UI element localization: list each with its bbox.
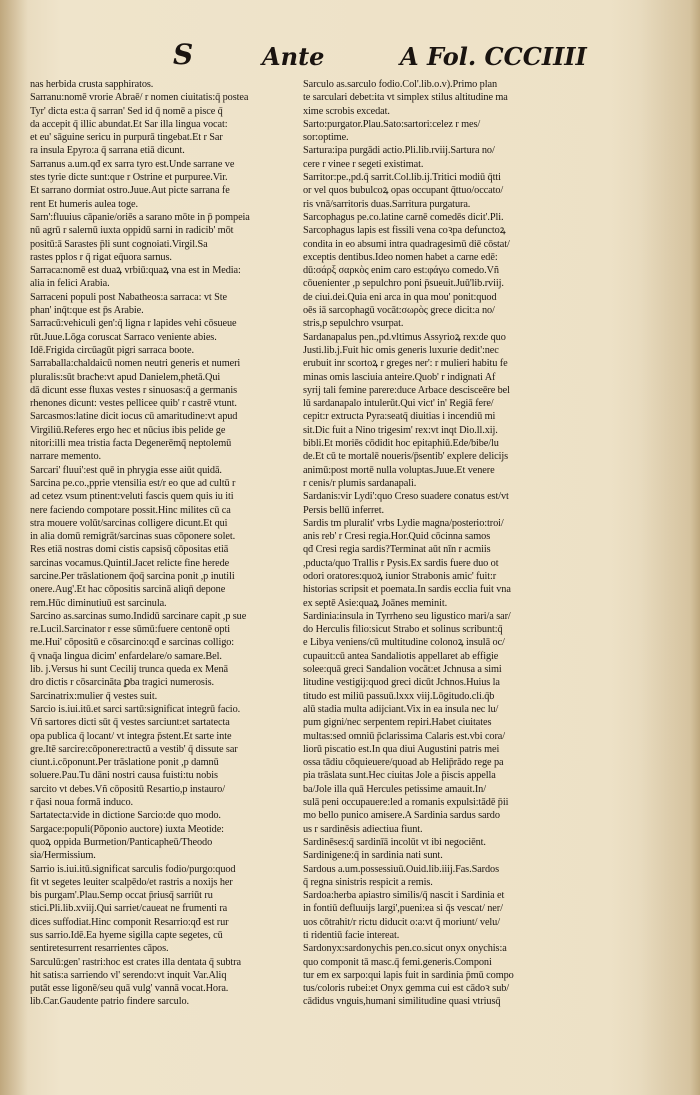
text-line: ,pducta/quo Trallis r Pysis.Ex sardis fuere duo ot [303,557,499,569]
text-line: Sarcina pe.co.,pprie vtensilia est/r eo que ad cultū r [30,477,236,489]
text-line: historias scripsit et poemata.In sardis ecclia fuit vna [303,584,511,596]
text-line: Sarculo as.sarculo fodio.Col'.lib.o.v).Primo plan [303,79,497,90]
text-line: Justi.lib.j.Fuit hic omis generis luxurie dedit':nec [303,344,499,356]
right-text-column [303,78,565,1009]
text-line: sit.Dic fuit a Nino trigesim' rex:vt inqt Dio.ll.xij. [303,424,498,436]
text-line: xime scrobis excedat. [303,105,390,117]
text-line: litudine vestigij:quod greci dicūt Jchnos.Huius la [303,677,500,689]
text-line: Sarcino as.sarcinas sumo.Indidū sarcinare capit ,p sue [30,610,247,622]
text-line: Sarranus a.um.qđ ex sarra tyro est.Unde sarrane ve [30,158,235,170]
text-line: Virgiliū.Referes ergo hec et nūcius ibis pelide ge [30,424,226,436]
text-line: stici.Pli.lib.xviij.Qui sarriet/caueat ne frumenti ra [30,903,228,915]
text-line: Sarcasmos:latine dicit iocus cū amaritudine:vt apud [30,411,238,423]
text-line: tur em ex sarpo:qui lapis fuit in sardinia p̄mū compo [303,969,514,981]
text-line: sia/Hermissium. [30,850,96,862]
text-line: or vel quos bubulcoꝝ opas occupant q̄ttuo/occato/ [303,185,504,197]
text-line: hit satis:a sarriendo vl' serendo:vt inquit Var.Aliq [30,969,227,981]
text-line: Idē.Frigida circūagūt pigri sarraca boote. [30,344,194,356]
text-line: cādidus vnguis,humani similitudine quasi vtriusq̄ [303,996,501,1008]
text-line: sulā peni occupauere:led a romanis expulsi:tādē p̄ii [303,797,509,809]
text-line: ra insula Epyro:a q̄ sarrana etiā dicunt. [30,145,185,157]
text-line: te sarculari debet:ita vt simplex stilus altitudine ma [303,92,508,104]
text-line: in fontiū defluuijs largi',pueni:ea si q̄s vescat/ ner/ [303,903,503,915]
text-line: cōuenienter ,p sepulchro poni p̄sueuit.Juū'lib.rviij. [303,278,504,290]
text-line: positū:ā Sarastes p̄li sunt cognoiati.Virgil.Sa [30,238,208,250]
text-line: bis purgam'.Plau.Semp occat p̄riusq̄ sarriūt ru [30,890,213,902]
text-line: stes tyrie dicte sunt:que r Ostrine et purpuree.Vir. [30,172,228,184]
header-word: Ante [262,42,325,71]
text-line: qđ Cresi regia sardis?Terminat aūt nīn r acmiis [303,544,491,556]
text-line: Sarto:purgator.Plau.Sato:sartori:celez r mes/ [303,118,481,130]
text-line: narrare memento. [30,451,102,463]
text-line: ris vnā/sarritoris duas.Sarritura purgatura. [303,198,471,210]
text-line: alia in felici Arabia. [30,278,110,290]
text-line: nū agrū r salernū iuxta oppidū sarni in radicib' mōt [30,225,234,237]
text-line: alū stadia multa adijciant.Vix in ea insula nec lu/ [303,703,499,715]
running-header [0,38,700,78]
text-line: rastes pplos r q̄ rigat eq̄uora sarnus. [30,251,172,263]
folio-number: A Fol. CCCIIII [400,42,587,71]
text-line: dices suffodiat.Hinc componit Resarrio:qđ est rur [30,916,229,928]
text-line: Tyr' dicta est:a q̄ sarran' Sed id q̄ nomē a pisce q̄ [30,105,223,117]
text-line: Sarranu:nomē vrorie Abraē/ r nomen ciuitatis:q̄ postea [30,92,249,104]
text-line: cepit:r extructa Pyra:seatq̄ diuitias i incendiū mi [303,411,496,423]
text-line: Sargace:populi(Pōponio auctore) iuxta Meotide: [30,823,224,835]
text-line: lib.Car.Gaudente patrio findere sarculo. [30,996,189,1008]
text-line: sentiretesurrent resarrientes cāpos. [30,943,169,955]
text-line: dū:σάρξ σαρκὸς enim caro est:φάγω comedo.Vñ [303,265,499,277]
text-line: pia trāslata sunt.Hec ciuitas Jole a p̄iscis appella [303,770,496,782]
text-line: Sardanapalus pen.,pd.vltimus Assyrioꝝ rex:de quo [303,331,506,343]
text-line: q̄ vnaq̄a lingua dicim' enfardelare/o samare.Bel. [30,650,222,662]
text-line: odori oratores:quoꝝ iunior Strabonis amic' fuit:r [303,570,497,582]
text-line: multas:sed omniū p̄clarissima Calaris est.vbi cora/ [303,730,506,742]
text-line: Sarcinatrix:mulier q̄ vestes suit. [30,690,158,702]
page-edge-stain [610,0,700,1095]
text-line: Sardis tm pluralit' vrbs Lydie magna/posterio:troi/ [303,517,504,529]
text-line: animū:post mortē nulla voluptas.Juue.Et venere [303,464,495,476]
text-line: lib. j.Versus hi sunt Cecilij trunca queda ex Menā [30,664,229,676]
text-line: Vñ sartores dicti sūt q̄ vestes sarciunt:et sartatecta [30,717,230,729]
text-line: Sarcari' fluui':est quē in phrygia esse aiūt quidā. [30,464,222,476]
text-line: ossa tādiu cōquieuere/quoad ab Helip̄rādo rege pa [303,757,504,769]
text-line: nitori:illi mea tristia facta Degenerēmq̄ neptolemū [30,438,232,450]
text-line: sor:optime. [303,132,349,144]
text-line: Sartura:ipa purgādi actio.Pli.lib.rviij.Sartura no/ [303,145,495,157]
text-line: onere.Aug'.Et hac cōpositis sarcinā aliqn̄ depone [30,584,226,596]
text-line: re.Lucil.Sarcinator r esse sūmū:fuere centonē opti [30,624,231,636]
text-line: de ciui.dei.Quia eni arca in qua mou' ponit:quod [303,291,497,303]
text-line: Sardinēses:q̄ sardinīā incolūt vt ibi negociēnt. [303,836,486,848]
text-line: Sarraballa:chaldaicū nomen neutri generis et numeri [30,358,241,370]
text-line: exceptis dentibus.Ideo nomen habet a carne edē: [303,251,498,263]
text-line: Et sarrano dormiat ostro.Juue.Aut picte sarrana fe [30,185,230,197]
text-line: da accepit q̄ illic abundat.Et Sar illa lingua vocat: [30,118,228,130]
text-line: nere faciendo compotare possit.Hinc milites cū ca [30,504,231,516]
text-line: fit vt segetes leuiter scalpēdo/et rastris a noxijs her [30,876,233,888]
text-line: sarcito vt debes.Vñ cōpositū Resartio,p instauro/ [30,783,225,795]
text-line: quoꝝ oppida Burmetion/Panticapheū/Theodo [30,836,213,848]
text-line: Sardinigene:q̄ in sardinia nati sunt. [303,850,443,862]
text-line: Sarcophagus pe.co.latine carnē comedēs dicit'.Pli. [303,211,504,223]
text-line: dā dicunt esse fluxas vestes r sinuosas:q̄ a germanis [30,384,237,396]
text-line: Sardonyx:sardonychis pen.co.sicut onyx onychis:a [303,943,507,955]
text-line: sus sarrio.Idē.Ea hyeme sigilla capte segetes, cū [30,930,223,941]
text-line: solee:quā greci Sandalion vocāt:et Jchnusa a simi [303,664,502,676]
text-line: us r sardinēsis adiectiua fiunt. [303,823,423,835]
text-line: gre.Itē sarcire:cōponere:tractū a vestib' q̄ dissute sar [30,743,238,755]
text-line: phan' inq̄t:que est p̄s Arabie. [30,305,144,317]
text-line: sarcinas vocamus.Quintil.Jacet relicte fine herede [30,557,230,569]
text-line: dro dictis r cōsarcināta ꝑba tragici numerosis. [30,677,214,689]
text-line: pluralis:sūt bracħe:vt apud Danielem,phetā.Qui [30,371,221,383]
text-line: Sarculū:gen' rastri:hoc est crates illa dentata q̄ subtra [30,956,241,968]
text-line: Sarracū:vehiculi gen':q̄ ligna r lapides vehi cōsueue [30,318,237,330]
text-line: Sarn':fluuius cāpanie/oriēs a sarano mōte in p̄ pompeia [30,211,250,223]
text-line: Sarritor:pe.,pd.q̄ sarrit.Col.lib.ij.Tritici modiū q̄tti [303,172,501,184]
text-line: rent Et humeris aulea toge. [30,198,138,210]
text-line: r q̄asi noua formā induco. [30,797,134,809]
text-line: do Herculis filio:sicut Strabo et solinus scribunt:q̄ [303,624,503,636]
text-line: pum gigni/nec serpentem repiri.Habet ciuitates [303,717,492,729]
text-line: ciunt.i.cōponunt.Per trāslatione ponit ,p damnū [30,757,219,769]
text-line: Sarrio is.iui.itū.significat sarculis fodio/purgo:quod [30,863,236,875]
text-line: oēs iā sarcophagū vocāt:σωρὸς grece dicit:a no/ [303,305,495,317]
text-line: Sarcio is.iui.itū.et sarci sartū:significat integrū facio. [30,703,241,715]
text-line: cupauit:cū antea Sandaliotis appellaret ab effigie [303,650,499,662]
text-line: rūt.Juue.Lōga coruscat Sarraco veniente abies. [30,331,217,343]
text-line: minas omis lasciuia anteire.Quob' r indignati Af [303,371,496,383]
text-line: quo componit tā masc.q̄ femi.generis.Componi [303,956,492,968]
header-letter: S [173,38,194,71]
text-line: Sardous a.um.possessiuū.Ouid.lib.iiij.Fas.Sardos [303,863,499,875]
text-line: lū sardanapalo intulerūt.Qui vict' in' Regiā fere/ [303,398,494,410]
text-line: sarcine.Per trāslationem q̄oq̄ sarcina ponit ,p inutili [30,570,235,582]
text-line: bibli.Et moriēs cōdidit hoc epitaphiū.Ede/bibe/lu [303,438,499,450]
text-line: tus/coloris rubei:et Onyx gemma cui est cādoꝛ sub/ [303,983,510,995]
text-line: ba/Jole illa quā Hercules petissime amauit.In/ [303,783,486,795]
text-line: condita in eo absumi intra quadragesimū diē cōstat/ [303,238,510,250]
text-line: stris,p sepulchro vsurpat. [303,318,404,330]
text-line: Sartatecta:vide in dictione Sarcio:de quo modo. [30,810,221,822]
text-line: r cenis/r plumis sardanapali. [303,477,417,489]
text-line: rhenones dicunt: vestes pellicee quib' r castrē vtunt. [30,398,237,410]
text-line: e Libya veniens/cū multitudine colonoꝝ insulā oc/ [303,637,505,649]
text-line: stra mouere volūt/sarcinas colligere dicunt.Et qui [30,517,228,529]
text-line: soluere.Pau.Tu dāni nostri causa fuisti:tu nobis [30,770,218,782]
text-line: Sardoa:herba apiastro similis/q̄ nascit i Sardinia et [303,890,505,902]
text-line: uos cōtrahit/r rictu diducit o:a:vt q̄ moriunt/ velu/ [303,916,500,928]
text-line: ti ridentiū facie intereat. [303,930,400,941]
text-line: ad cetez vsum ptinent:veluti fascis quem quis iu iti [30,491,234,503]
text-line: putāt esse ligonē/seu quā vulg' vannā vocat.Hora. [30,983,229,995]
text-line: Sardinia:insula in Tyrrheno seu ligustico mari/a sar/ [303,610,511,622]
text-line: Res etiā nostras domi cistis capsisq̄ cōpositas etiā [30,544,229,556]
text-line: Sardanis:vir Lydi':quo Creso suadere conatus est/vt [303,491,509,503]
text-line: q̄ regna sinistris respicit a remis. [303,876,433,888]
text-line: cere r vinee r segeti existimat. [303,158,424,170]
text-line: nas herbida crusta sapphiratos. [30,79,154,90]
text-line: in alia domū remigrāt/sarcinas suas cōponere solet. [30,531,236,543]
text-line: Persis bellū inferret. [303,504,385,516]
text-line: de.Et cū te mortalē noueris/p̄sentib' explere delicijs [303,451,508,463]
text-line: et eu' sāguine sericu in purpurā tingebat.Et r Sar [30,132,223,144]
left-text-column [30,78,292,1009]
text-line: me.Hui' cōpositū e cōsarcino:qđ e sarcinas colligo: [30,637,235,649]
text-line: rem.Hūc diminutiuū est sarcinula. [30,597,167,609]
text-line: liorū piscatio est.In qua diui Augustini patris mei [303,743,500,755]
text-line: mo bello punico amisere.A Sardinia sardus sardo [303,810,500,822]
text-line: syrij tali femine parere:duce Arbace descisceēre bel [303,384,510,396]
text-line: titudo est miliū passuū.lxxx viij.Lōgitudo.cli.q̄b [303,690,495,702]
text-line: Sarcophagus lapis est fissili vena coꝛpa defunctoꝝ [303,225,506,237]
text-line: Sarraca:nomē est duaꝝ vrbiū:quaꝝ vna est in Media: [30,265,241,277]
text-line: opa publica q̄ locant/ vt integra p̄stent.Et sarte inte [30,730,232,742]
text-line: ex septē Asie:quaꝝ Joānes meminit. [303,597,448,609]
text-line: erubuit inr scortoꝝ r greges ner': r mulieri habitu fe [303,358,508,370]
text-line: Sarraceni populi post Nabatheos:a sarraca: vt Ste [30,291,227,303]
text-line: anis reb' r Cresi regia.Hor.Quid cōcinna samos [303,531,491,543]
